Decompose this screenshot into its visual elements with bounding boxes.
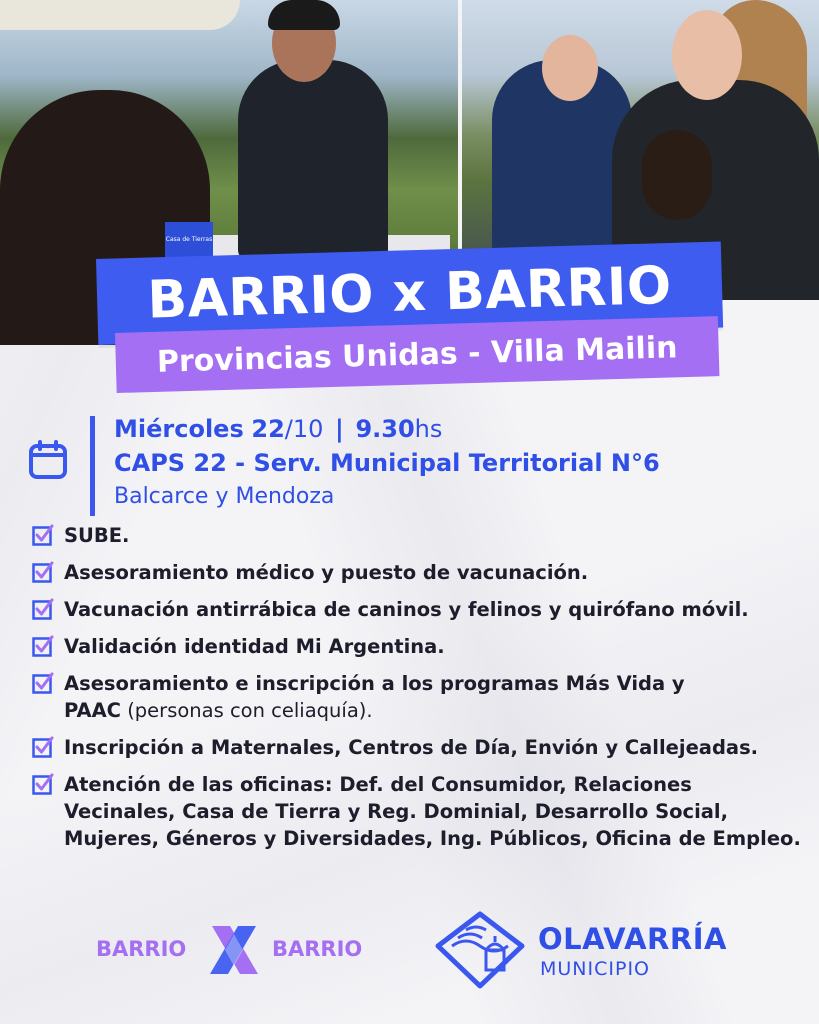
service-text: SUBE. (64, 524, 130, 547)
checkbox-checked-icon (32, 672, 54, 694)
list-item (32, 522, 812, 549)
service-text-main: Asesoramiento e inscripción a los programas Más Vida y (64, 672, 685, 695)
event-separator: | (335, 415, 344, 443)
checkbox-checked-icon (32, 736, 54, 758)
title-text: BARRIO x BARRIO (146, 255, 673, 331)
list-item (32, 559, 812, 586)
dog (642, 130, 712, 220)
list-item (32, 596, 812, 623)
woman-head (672, 10, 742, 100)
calendar-icon (28, 440, 68, 480)
event-divider (90, 416, 95, 516)
service-text-note: (personas con celiaquía). (121, 699, 373, 722)
bxb-left-text: BARRIO (96, 937, 187, 961)
service-text: Inscripción a Maternales, Centros de Día, Envión y Callejeadas. (64, 736, 759, 759)
checkbox-checked-icon (32, 598, 54, 620)
service-text: Validación identidad Mi Argentina. (64, 635, 445, 658)
man-hair (268, 0, 340, 30)
event-time-rest: hs (414, 415, 443, 443)
service-text: Vacunación antirrábica de caninos y felinos y quirófano móvil. (64, 598, 749, 621)
service-text-acronym: PAAC (64, 699, 121, 722)
checkbox-checked-icon (32, 524, 54, 546)
list-item (32, 633, 812, 660)
service-text: Atención de las oficinas: Def. del Consumidor, Relaciones Vecinales, Casa de Tierra y Reg. Dominial, Desarrollo Social, Mujeres, Géneros y Diversidades, Ing. Públicos, Oficina de Empleo. (64, 773, 801, 850)
barrio-x-barrio-logo (96, 918, 376, 982)
subtitle-text: Provincias Unidas - Villa Mailin (156, 329, 678, 380)
municipality-emblem-icon (432, 906, 528, 992)
event-date-line (114, 412, 660, 446)
event-time-bold: 9.30 (355, 415, 415, 443)
event-date-bold: 22 (251, 415, 285, 443)
event-lines (114, 412, 660, 514)
event-address: Balcarce y Mendoza (114, 484, 335, 509)
checkbox-checked-icon (32, 773, 54, 795)
olavarria-logo (432, 906, 752, 996)
event-day: Miércoles (114, 415, 244, 443)
event-date-rest: /10 (284, 415, 324, 443)
vet-head (542, 35, 598, 101)
list-item (32, 771, 804, 852)
x-mark-icon (204, 920, 264, 980)
checkbox-checked-icon (32, 561, 54, 583)
photo-sign-text: Casa de Tierras (165, 236, 213, 243)
tent-roof (0, 0, 240, 30)
event-place: CAPS 22 - Serv. Municipal Territorial N°6 (114, 449, 660, 477)
services-list (32, 522, 812, 862)
man-jacket (238, 60, 388, 260)
list-item (32, 670, 812, 724)
municipality-sub: MUNICIPIO (540, 958, 651, 980)
municipality-name: OLAVARRÍA (538, 922, 727, 956)
event-info (28, 412, 788, 520)
bxb-right-text: BARRIO (272, 937, 363, 961)
service-text (64, 670, 812, 724)
list-item (32, 734, 812, 761)
service-text: Asesoramiento médico y puesto de vacunación. (64, 561, 589, 584)
checkbox-checked-icon (32, 635, 54, 657)
